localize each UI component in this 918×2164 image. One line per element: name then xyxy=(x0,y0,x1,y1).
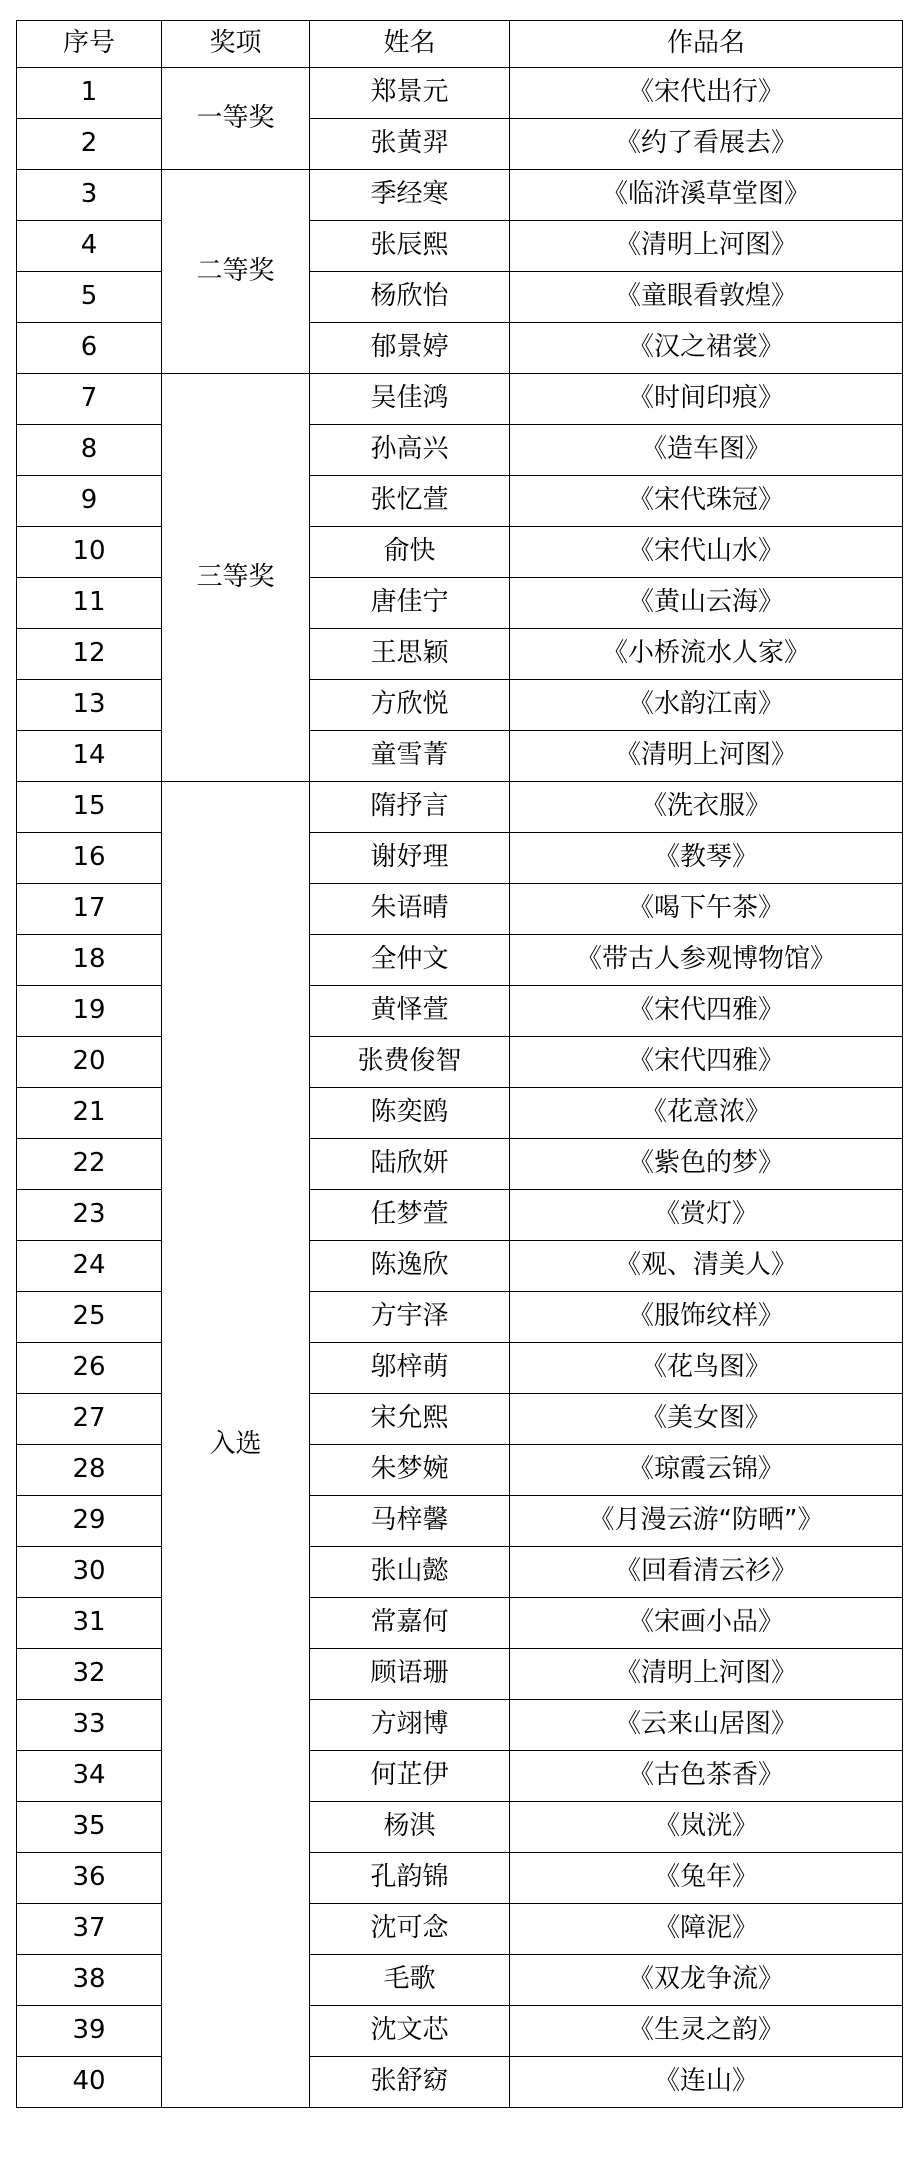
work-title: 《赏灯》 xyxy=(510,1190,903,1241)
work-title: 《教琴》 xyxy=(510,833,903,884)
student-name: 张费俊智 xyxy=(310,1037,510,1088)
work-title: 《洗衣服》 xyxy=(510,782,903,833)
student-name: 方翊博 xyxy=(310,1700,510,1751)
student-name: 毛歌 xyxy=(310,1955,510,2006)
work-title: 《小桥流水人家》 xyxy=(510,629,903,680)
row-number: 33 xyxy=(17,1700,162,1751)
row-number: 39 xyxy=(17,2006,162,2057)
work-title: 《造车图》 xyxy=(510,425,903,476)
student-name: 隋抒言 xyxy=(310,782,510,833)
table-row xyxy=(17,731,903,782)
table-row xyxy=(17,527,903,578)
student-name: 宋允熙 xyxy=(310,1394,510,1445)
student-name: 常嘉何 xyxy=(310,1598,510,1649)
row-number: 18 xyxy=(17,935,162,986)
student-name: 孔韵锦 xyxy=(310,1853,510,1904)
row-number: 4 xyxy=(17,221,162,272)
work-title: 《时间印痕》 xyxy=(510,374,903,425)
work-title: 《宋画小品》 xyxy=(510,1598,903,1649)
table-row xyxy=(17,986,903,1037)
table-row xyxy=(17,68,903,119)
work-title: 《服饰纹样》 xyxy=(510,1292,903,1343)
row-number: 2 xyxy=(17,119,162,170)
row-number: 10 xyxy=(17,527,162,578)
work-title: 《美女图》 xyxy=(510,1394,903,1445)
row-number: 32 xyxy=(17,1649,162,1700)
row-number: 25 xyxy=(17,1292,162,1343)
work-title: 《古色茶香》 xyxy=(510,1751,903,1802)
row-number: 23 xyxy=(17,1190,162,1241)
award-level: 一等奖 xyxy=(162,68,310,170)
award-table xyxy=(16,20,903,2108)
row-number: 31 xyxy=(17,1598,162,1649)
table-body xyxy=(17,68,903,2108)
student-name: 张辰熙 xyxy=(310,221,510,272)
award-level: 二等奖 xyxy=(162,170,310,374)
table-row xyxy=(17,2006,903,2057)
table-row xyxy=(17,1394,903,1445)
table-row xyxy=(17,935,903,986)
work-title: 《宋代山水》 xyxy=(510,527,903,578)
student-name: 张舒窈 xyxy=(310,2057,510,2108)
row-number: 22 xyxy=(17,1139,162,1190)
table-row xyxy=(17,1037,903,1088)
row-number: 30 xyxy=(17,1547,162,1598)
work-title: 《兔年》 xyxy=(510,1853,903,1904)
table-row xyxy=(17,629,903,680)
student-name: 俞快 xyxy=(310,527,510,578)
table-row xyxy=(17,1292,903,1343)
work-title: 《黄山云海》 xyxy=(510,578,903,629)
table-row xyxy=(17,782,903,833)
table-row xyxy=(17,884,903,935)
work-title: 《清明上河图》 xyxy=(510,221,903,272)
student-name: 童雪菁 xyxy=(310,731,510,782)
table-row xyxy=(17,170,903,221)
student-name: 马梓馨 xyxy=(310,1496,510,1547)
row-number: 16 xyxy=(17,833,162,884)
work-title: 《回看清云衫》 xyxy=(510,1547,903,1598)
work-title: 《水韵江南》 xyxy=(510,680,903,731)
row-number: 17 xyxy=(17,884,162,935)
row-number: 3 xyxy=(17,170,162,221)
work-title: 《花意浓》 xyxy=(510,1088,903,1139)
student-name: 方欣悦 xyxy=(310,680,510,731)
row-number: 19 xyxy=(17,986,162,1037)
student-name: 郁景婷 xyxy=(310,323,510,374)
row-number: 14 xyxy=(17,731,162,782)
table-row xyxy=(17,1955,903,2006)
student-name: 谢妤理 xyxy=(310,833,510,884)
student-name: 郑景元 xyxy=(310,68,510,119)
row-number: 34 xyxy=(17,1751,162,1802)
row-number: 24 xyxy=(17,1241,162,1292)
row-number: 29 xyxy=(17,1496,162,1547)
student-name: 杨欣怡 xyxy=(310,272,510,323)
student-name: 陈奕鸥 xyxy=(310,1088,510,1139)
table-row xyxy=(17,1547,903,1598)
row-number: 40 xyxy=(17,2057,162,2108)
work-title: 《生灵之韵》 xyxy=(510,2006,903,2057)
table-row xyxy=(17,374,903,425)
student-name: 全仲文 xyxy=(310,935,510,986)
table-row xyxy=(17,272,903,323)
table-row xyxy=(17,425,903,476)
work-title: 《宋代珠冠》 xyxy=(510,476,903,527)
student-name: 孙高兴 xyxy=(310,425,510,476)
row-number: 11 xyxy=(17,578,162,629)
table-row xyxy=(17,1853,903,1904)
header-row xyxy=(17,21,903,68)
work-title: 《观、清美人》 xyxy=(510,1241,903,1292)
row-number: 37 xyxy=(17,1904,162,1955)
row-number: 28 xyxy=(17,1445,162,1496)
work-title: 《双龙争流》 xyxy=(510,1955,903,2006)
table-row xyxy=(17,119,903,170)
work-title: 《清明上河图》 xyxy=(510,1649,903,1700)
table-row xyxy=(17,323,903,374)
row-number: 8 xyxy=(17,425,162,476)
row-number: 7 xyxy=(17,374,162,425)
student-name: 邬梓萌 xyxy=(310,1343,510,1394)
student-name: 任梦萱 xyxy=(310,1190,510,1241)
table-row xyxy=(17,1190,903,1241)
student-name: 唐佳宁 xyxy=(310,578,510,629)
table-row xyxy=(17,2057,903,2108)
table-row xyxy=(17,1139,903,1190)
student-name: 季经寒 xyxy=(310,170,510,221)
student-name: 黄怿萱 xyxy=(310,986,510,1037)
student-name: 张山懿 xyxy=(310,1547,510,1598)
header-work: 作品名 xyxy=(510,21,903,68)
work-title: 《汉之裙裳》 xyxy=(510,323,903,374)
row-number: 35 xyxy=(17,1802,162,1853)
row-number: 21 xyxy=(17,1088,162,1139)
table-row xyxy=(17,680,903,731)
row-number: 38 xyxy=(17,1955,162,2006)
award-level: 三等奖 xyxy=(162,374,310,782)
row-number: 27 xyxy=(17,1394,162,1445)
table-row xyxy=(17,1802,903,1853)
student-name: 沈文芯 xyxy=(310,2006,510,2057)
work-title: 《花鸟图》 xyxy=(510,1343,903,1394)
table-row xyxy=(17,476,903,527)
student-name: 吴佳鸿 xyxy=(310,374,510,425)
student-name: 张忆萱 xyxy=(310,476,510,527)
header-number: 序号 xyxy=(17,21,162,68)
table-row xyxy=(17,1751,903,1802)
table-row xyxy=(17,1649,903,1700)
work-title: 《童眼看敦煌》 xyxy=(510,272,903,323)
table-row xyxy=(17,833,903,884)
work-title: 《宋代四雅》 xyxy=(510,986,903,1037)
student-name: 顾语珊 xyxy=(310,1649,510,1700)
header-award: 奖项 xyxy=(162,21,310,68)
work-title: 《临浒溪草堂图》 xyxy=(510,170,903,221)
table-row xyxy=(17,1904,903,1955)
table-row xyxy=(17,1700,903,1751)
row-number: 12 xyxy=(17,629,162,680)
work-title: 《障泥》 xyxy=(510,1904,903,1955)
table-row xyxy=(17,1241,903,1292)
student-name: 沈可念 xyxy=(310,1904,510,1955)
row-number: 6 xyxy=(17,323,162,374)
student-name: 陈逸欣 xyxy=(310,1241,510,1292)
student-name: 何芷伊 xyxy=(310,1751,510,1802)
row-number: 5 xyxy=(17,272,162,323)
row-number: 26 xyxy=(17,1343,162,1394)
table-row xyxy=(17,1598,903,1649)
work-title: 《喝下午茶》 xyxy=(510,884,903,935)
table-row xyxy=(17,1088,903,1139)
work-title: 《约了看展去》 xyxy=(510,119,903,170)
work-title: 《岚洸》 xyxy=(510,1802,903,1853)
work-title: 《琼霞云锦》 xyxy=(510,1445,903,1496)
work-title: 《紫色的梦》 xyxy=(510,1139,903,1190)
table-row xyxy=(17,1496,903,1547)
student-name: 陆欣妍 xyxy=(310,1139,510,1190)
student-name: 王思颖 xyxy=(310,629,510,680)
work-title: 《带古人参观博物馆》 xyxy=(510,935,903,986)
row-number: 9 xyxy=(17,476,162,527)
work-title: 《宋代出行》 xyxy=(510,68,903,119)
table-row xyxy=(17,1343,903,1394)
table-row xyxy=(17,221,903,272)
row-number: 20 xyxy=(17,1037,162,1088)
student-name: 张黄羿 xyxy=(310,119,510,170)
work-title: 《云来山居图》 xyxy=(510,1700,903,1751)
award-level: 入选 xyxy=(162,782,310,2108)
student-name: 朱语晴 xyxy=(310,884,510,935)
row-number: 13 xyxy=(17,680,162,731)
row-number: 1 xyxy=(17,68,162,119)
work-title: 《连山》 xyxy=(510,2057,903,2108)
student-name: 朱梦婉 xyxy=(310,1445,510,1496)
student-name: 方宇泽 xyxy=(310,1292,510,1343)
student-name: 杨淇 xyxy=(310,1802,510,1853)
table-row xyxy=(17,1445,903,1496)
work-title: 《宋代四雅》 xyxy=(510,1037,903,1088)
work-title: 《清明上河图》 xyxy=(510,731,903,782)
header-name: 姓名 xyxy=(310,21,510,68)
work-title: 《月漫云游“防晒”》 xyxy=(510,1496,903,1547)
table-row xyxy=(17,578,903,629)
row-number: 15 xyxy=(17,782,162,833)
row-number: 36 xyxy=(17,1853,162,1904)
